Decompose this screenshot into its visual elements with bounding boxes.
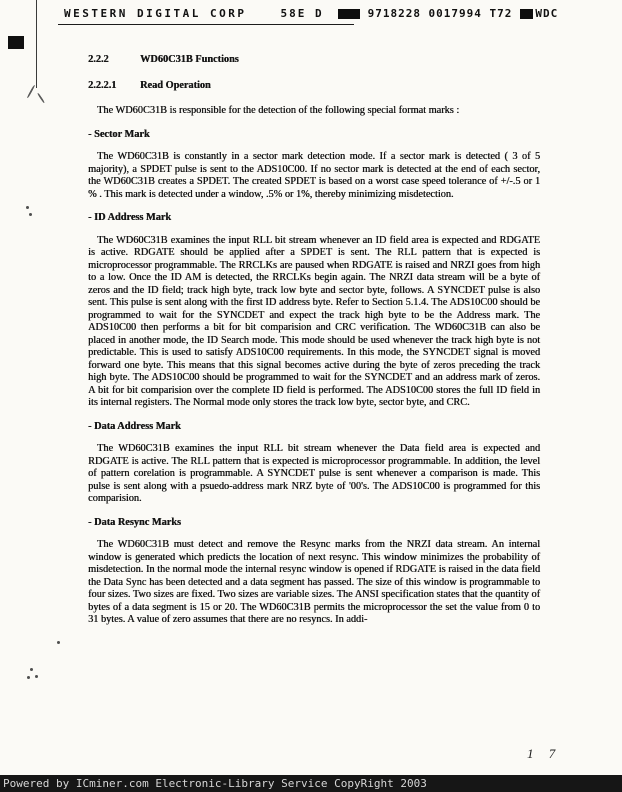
paragraph-id-address-mark: The WD60C31B examines the input RLL bit stream whenever an ID field area is expected and RDGATE is active. RDGATE should be applied after a SPDET is sent. The RLL pattern that is expected is microprocessor programmable. The RRCLKs are paused when RDGATE is raised and NRZI goes from high to a low. Once the ID AM is detected, the RRCLKs begin again. The NRZI data stream will be a byte of zeros and the ID field; track high byte, track low byte and sector byte, follows. A SYNCDET pulse is also sent. This pulse is sent along with the first ID address byte. Refer to Section 5.1.4. The ADS10C00 should be programmed to wait for the SYNCDET and expect the track high byte to be the Address mark. The ADS10C00 then performs a bit for bit comparision and CRC verification. The WD60C31B can also be placed in another mode, the ID Search mode. This mode should be used whenever the track high byte is not predictable. This is used to satisfy ADS10C00 requirements. In this mode, the SYNCDET signal is moved forward one byte. This means that this signal becomes active during the byte of zeros preceding the track high byte. The ADS10C00 should be programmed to wait for the SYNCDET and an address mark of zeros. A bit for bit comparision over the complete ID field is performed. The ADS10C00 stores the full ID field in its internal registers. The Normal mode only stores the track low byte, sector byte, and CRC. [88, 234, 540, 408]
header-underline [58, 24, 354, 25]
scan-speck [35, 675, 38, 678]
section-number: 2.2.2.1 [88, 79, 117, 91]
paragraph-intro: The WD60C31B is responsible for the detection of the following special format marks : [97, 105, 460, 116]
subheading-data-resync-marks: - Data Resync Marks [88, 516, 181, 528]
paragraph-data-address-mark: The WD60C31B examines the input RLL bit stream whenever the Data field area is expected and RDGATE is active. The RLL pattern that is expected is microprocessor programmable. In addition, the level of pattern corelation is programmable. A SYNCDET pulse is sent whenever a comparison is made. This pulse is sent along with a psuedo-address mark NRZ byte of '00's. The ADS10C00 is programmed for this comparision. [88, 443, 540, 504]
section-title: WD60C31B Functions [140, 54, 239, 65]
doc-number: 9718228 0017994 T72 [367, 7, 513, 20]
paragraph-sector-mark: The WD60C31B is constantly in a sector mark detection mode. If a sector mark is detected ( 3 of 5 majority), a SPDET pulse is sent to the ADS10C00. If no sector mark is detected at the end of each sector, the WD60C31B creates a SPDET. The created SPDET is based on a worst case speed tolerance of +/-.5 or 1 % . This mark is detected under a window, .5% or 1%, thereby minimizing misdetection. [88, 151, 540, 200]
scan-pen-mark [37, 93, 46, 104]
section-number: 2.2.2 [88, 54, 109, 65]
scan-ink-blob [8, 36, 24, 49]
scan-speck [30, 668, 33, 671]
scan-pen-mark [27, 84, 36, 98]
section-heading [88, 80, 540, 93]
footer-text: Powered by ICminer.com Electronic-Library Service CopyRight 2003 [3, 777, 427, 790]
scan-speck [57, 641, 60, 644]
black-bar-mark [520, 9, 533, 19]
doc-code: 58E D [280, 7, 324, 20]
scan-speck [27, 676, 30, 679]
subheading-id-address-mark: - ID Address Mark [88, 212, 172, 223]
page-number: 1 7 [527, 746, 562, 761]
section-title: Read Operation [140, 79, 211, 91]
scan-speck [26, 206, 29, 209]
document-body [88, 54, 540, 638]
scan-speck [29, 213, 32, 216]
footer-bar [0, 775, 622, 792]
subheading-sector-mark: - Sector Mark [88, 128, 150, 140]
subheading-data-address-mark: - Data Address Mark [88, 420, 181, 432]
section-heading [88, 54, 540, 67]
scan-edge-line [36, 0, 37, 88]
black-bar-mark [338, 9, 360, 19]
document-header [64, 7, 592, 20]
doc-suffix: WDC [535, 7, 559, 20]
paragraph-data-resync-marks: The WD60C31B must detect and remove the Resync marks from the NRZI data stream. An internal window is generated which predicts the location of next resync. This window minimizes the probability of misdetection. In the normal mode the internal resync window is opened if RDGATE is raised in the data field the Data Sync has been detected and a data segment has passed. The size of this window is programmable to four sizes. Two sizes are fixed. Two sizes are variable sizes. The ANSI specification states that the quantity of bytes of a data segment is 15 or 20. The WD60C31B permits the microprocessor the set the value from 0 to 31 bytes. A value of zero assumes that there are no resyncs. In addi- [88, 539, 540, 625]
company-name: WESTERN DIGITAL CORP [64, 7, 247, 20]
